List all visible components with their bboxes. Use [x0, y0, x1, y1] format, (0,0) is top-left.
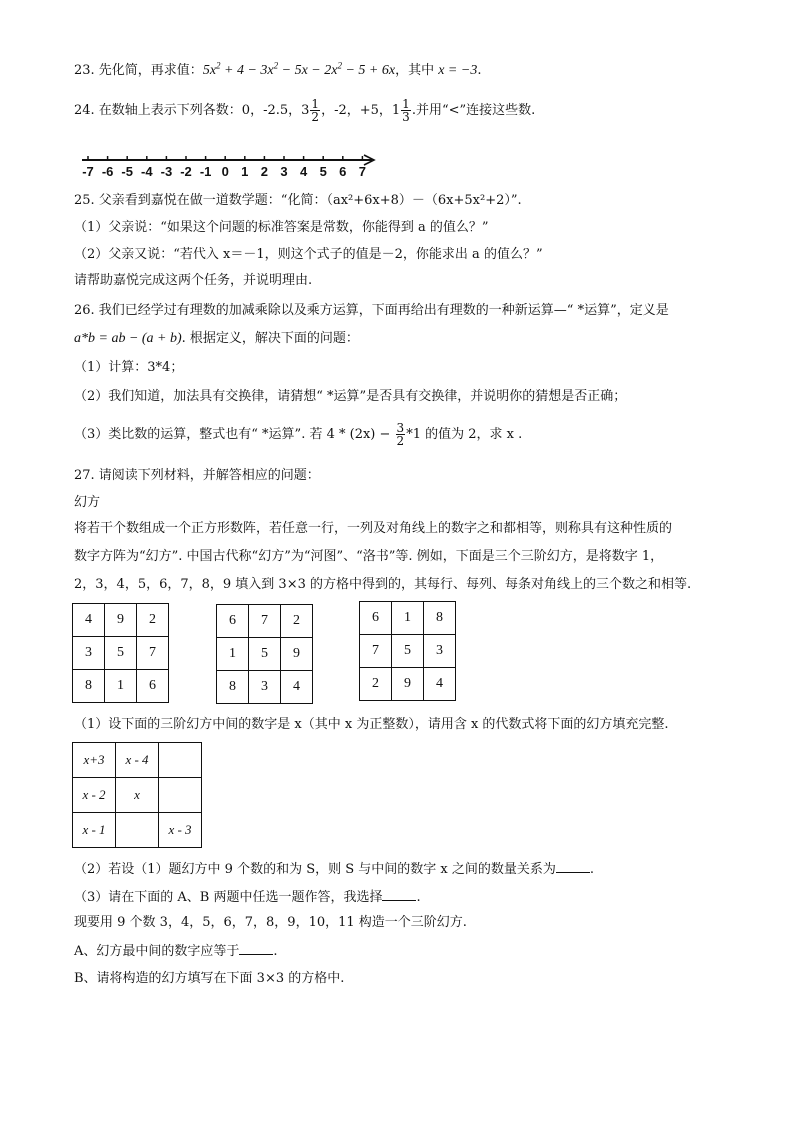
- q26-part2: （2）我们知道，加法具有交换律，请猜想“ *运算”是否具有交换律，并说明你的猜想是否正确；: [74, 389, 627, 404]
- q26-part3-prefix: （3）类比数的运算，整式也有“ *运算”. 若 4 * (2x) −: [74, 427, 395, 442]
- cell: 6: [217, 605, 249, 638]
- q27-subtitle: 幻方: [74, 495, 101, 510]
- cell: 1: [105, 670, 137, 703]
- q25-title: 25. 父亲看到嘉悦在做一道数学题：“化简：（ax²+6x+8）－（6x+5x²+2）”.: [74, 193, 522, 208]
- cell: [159, 743, 202, 778]
- q23-condition: x = −3: [438, 63, 478, 78]
- number-line-label: 5: [319, 164, 327, 179]
- q23-prefix: 23. 先化简，再求值：: [74, 63, 203, 78]
- cell: 2: [360, 668, 392, 701]
- magic-square-1: [72, 603, 169, 703]
- q26-title: 26. 我们已经学过有理数的加减乘除以及乘方运算，下面再给出有理数的一种新运算—“ *运算”，定义是: [74, 303, 669, 318]
- number-line-label: 7: [358, 164, 367, 179]
- q24-mid: ，-2，+5，1: [321, 103, 401, 118]
- number-line-label: 0: [221, 164, 229, 179]
- cell: x - 1: [73, 813, 116, 848]
- cell: 4: [424, 668, 456, 701]
- cell: 1: [217, 638, 249, 671]
- q26-definition: a*b = ab − (a + b): [74, 331, 182, 346]
- q27-part3: （3）请在下面的 A、B 两题中任选一题作答，我选择 .: [74, 890, 421, 905]
- number-line-label: 4: [299, 164, 308, 179]
- cell: 3: [249, 671, 281, 704]
- number-line-label: -3: [160, 164, 173, 179]
- cell: 5: [249, 638, 281, 671]
- q27-para2: 数字方阵为“幻方”. 中国古代称“幻方”为“河图”、“洛书”等. 例如，下面是三个三阶幻方，是将数字 1，: [74, 549, 664, 564]
- q27-option-b: B、请将构造的幻方填写在下面 3×3 的方格中.: [74, 971, 345, 986]
- cell: 6: [360, 602, 392, 635]
- number-line-label: -5: [121, 164, 133, 179]
- q27-part1: （1）设下面的三阶幻方中间的数字是 x（其中 x 为正整数），请用含 x 的代数式将下面的幻方填充完整.: [74, 717, 669, 732]
- q26-definition-line: [74, 330, 359, 348]
- cell: 8: [73, 670, 105, 703]
- expression-magic-square: [72, 742, 202, 848]
- q24-fraction-2: $\frac{1}{3}$: [402, 97, 410, 124]
- cell: x+3: [73, 743, 116, 778]
- cell: 9: [281, 638, 313, 671]
- number-line-label: 2: [260, 164, 269, 179]
- answer-blank[interactable]: [382, 888, 416, 901]
- q26-part3: [74, 418, 522, 452]
- cell: 8: [217, 671, 249, 704]
- cell: 2: [137, 604, 169, 637]
- cell: 4: [281, 671, 313, 704]
- q26-definition-tail: . 根据定义，解决下面的问题：: [181, 331, 359, 346]
- cell: 7: [249, 605, 281, 638]
- answer-blank[interactable]: [556, 860, 590, 873]
- cell: x: [116, 778, 159, 813]
- cell: 9: [105, 604, 137, 637]
- q24-prefix: 24. 在数轴上表示下列各数：0，-2.5，3: [74, 103, 310, 118]
- q27-option-a: A、幻方最中间的数字应等于 .: [74, 944, 278, 959]
- q23-line: 23. 先化简，再求值：$5x^2 + 4 - 3x^2 - 5x - 2x^2 - 5 + 6x$，其中 x = −3.: [74, 60, 482, 78]
- magic-square-2: [216, 604, 313, 704]
- q27-para1: 将若干个数组成一个正方形数阵，若任意一行，一列及对角线上的数字之和都相等，则称具有这种性质的: [74, 521, 673, 536]
- q26-part3-suffix: *1 的值为 2，求 x .: [406, 427, 523, 442]
- cell: 1: [392, 602, 424, 635]
- answer-blank[interactable]: [239, 942, 273, 955]
- number-line-label: 6: [339, 164, 347, 179]
- number-line-label: -4: [141, 164, 153, 179]
- cell: [116, 813, 159, 848]
- q25-closing: 请帮助嘉悦完成这两个任务，并说明理由.: [74, 273, 313, 288]
- q25-part1: （1）父亲说：“如果这个问题的标准答案是常数，你能得到 a 的值么？”: [74, 220, 489, 235]
- cell: 3: [424, 635, 456, 668]
- q24-suffix: .并用“<”连接这些数.: [411, 103, 536, 118]
- number-line-label: -7: [82, 164, 94, 179]
- cell: 6: [137, 670, 169, 703]
- q27-para3: 2，3，4，5，6，7，8，9 填入到 3×3 的方格中得到的，其每行、每列、每条对角线上的三个数之和相等.: [74, 577, 692, 592]
- cell: [159, 778, 202, 813]
- q25-part2: （2）父亲又说：“若代入 x＝－1，则这个式子的值是－2，你能求出 a 的值么？”: [74, 247, 543, 262]
- number-line: [80, 150, 380, 184]
- cell: 8: [424, 602, 456, 635]
- number-line-label: -6: [101, 164, 114, 179]
- number-line-label: -1: [199, 164, 212, 179]
- q26-part1: （1）计算：3*4；: [74, 360, 184, 375]
- cell: 7: [137, 637, 169, 670]
- cell: 5: [105, 637, 137, 670]
- magic-square-3: [359, 601, 456, 701]
- cell: x - 4: [116, 743, 159, 778]
- number-line-label: -2: [180, 164, 192, 179]
- cell: x - 2: [73, 778, 116, 813]
- cell: 5: [392, 635, 424, 668]
- cell: 9: [392, 668, 424, 701]
- q27-task: 现要用 9 个数 3，4，5，6，7，8，9，10，11 构造一个三阶幻方.: [74, 915, 467, 930]
- q24-line: [74, 96, 535, 126]
- q26-fraction: $\frac{3}{2}$: [396, 421, 405, 448]
- q27-title: 27. 请阅读下列材料，并解答相应的问题：: [74, 468, 320, 483]
- cell: 3: [73, 637, 105, 670]
- q23-expression: $5x^2 + 4 - 3x^2 - 5x - 2x^2 - 5 + 6x$: [202, 60, 396, 78]
- q27-part2: （2）若设（1）题幻方中 9 个数的和为 S，则 S 与中间的数字 x 之间的数量关系为 .: [74, 862, 595, 877]
- q23-suffix: ，其中: [395, 63, 439, 78]
- cell: 4: [73, 604, 105, 637]
- cell: x - 3: [159, 813, 202, 848]
- cell: 2: [281, 605, 313, 638]
- q24-fraction-1: $\frac{1}{2}$: [311, 97, 320, 124]
- number-line-label: 3: [280, 164, 288, 179]
- cell: 7: [360, 635, 392, 668]
- number-line-label: 1: [241, 164, 249, 179]
